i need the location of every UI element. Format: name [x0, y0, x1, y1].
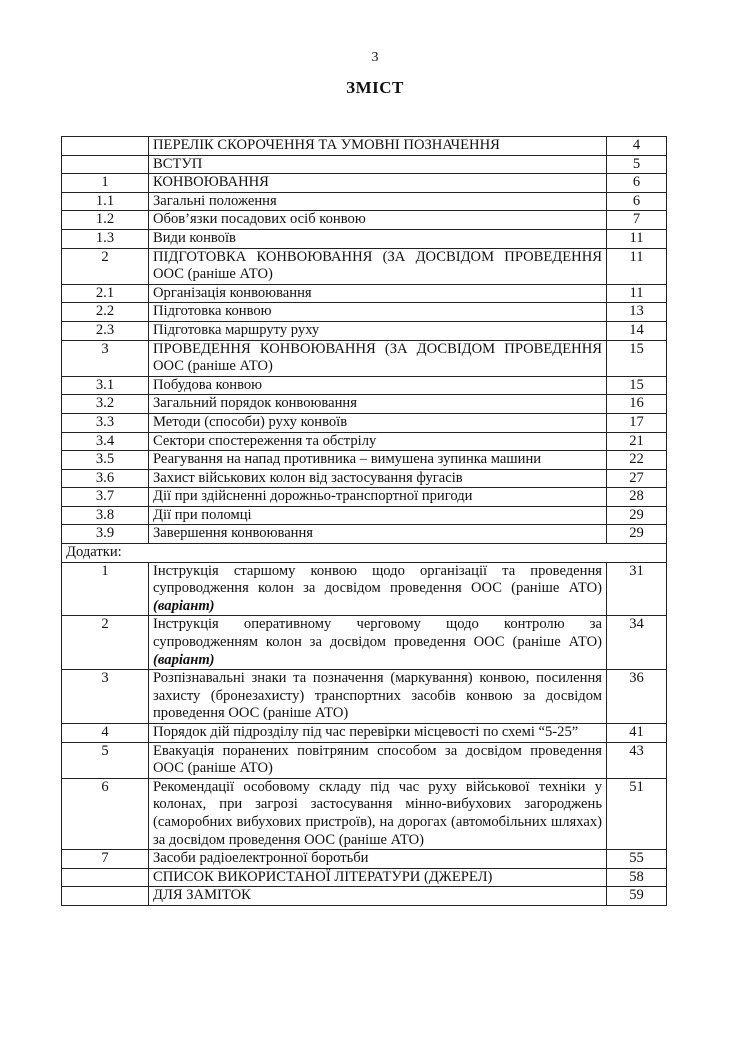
toc-title: Підготовка конвою: [149, 303, 607, 322]
toc-page: 16: [607, 395, 667, 414]
toc-page: 11: [607, 229, 667, 248]
toc-title: Евакуація поранених повітряним способом за досвідом проведення ООС (раніше АТО): [149, 742, 607, 778]
toc-number: 3.6: [62, 469, 149, 488]
toc-row: [62, 742, 667, 778]
toc-title: ПІДГОТОВКА КОНВОЮВАННЯ (ЗА ДОСВІДОМ ПРОВЕДЕННЯ ООС (раніше АТО): [149, 248, 607, 284]
toc-row: [62, 155, 667, 174]
toc-row: [62, 211, 667, 230]
toc-title: Загальні положення: [149, 192, 607, 211]
toc-number: 1.1: [62, 192, 149, 211]
toc-page: 6: [607, 192, 667, 211]
toc-page: 29: [607, 525, 667, 544]
toc-number: 3.3: [62, 413, 149, 432]
toc-number: 1.3: [62, 229, 149, 248]
toc-row: [62, 340, 667, 376]
toc-title: Завершення конвоювання: [149, 525, 607, 544]
toc-number: 4: [62, 724, 149, 743]
toc-page: 5: [607, 155, 667, 174]
toc-page: 31: [607, 562, 667, 616]
toc-title: СПИСОК ВИКОРИСТАНОЇ ЛІТЕРАТУРИ (ДЖЕРЕЛ): [149, 868, 607, 887]
toc-number: 3.5: [62, 451, 149, 470]
toc-row: [62, 284, 667, 303]
toc-row: [62, 616, 667, 670]
toc-row: [62, 525, 667, 544]
toc-row: [62, 778, 667, 849]
toc-row: [62, 395, 667, 414]
toc-page: 43: [607, 742, 667, 778]
toc-page: 15: [607, 340, 667, 376]
table-of-contents: [61, 136, 667, 906]
toc-number: 2: [62, 248, 149, 284]
toc-title: ДЛЯ ЗАМІТОК: [149, 887, 607, 906]
toc-page: 58: [607, 868, 667, 887]
page-number: 3: [371, 50, 379, 65]
toc-row: [62, 321, 667, 340]
toc-number: 1: [62, 174, 149, 193]
toc-title: Реагування на напад противника – вимушена зупинка машини: [149, 451, 607, 470]
toc-number: 2.1: [62, 284, 149, 303]
toc-page: 4: [607, 137, 667, 156]
toc-row: [62, 248, 667, 284]
toc-number: 3.2: [62, 395, 149, 414]
toc-page: 36: [607, 670, 667, 724]
toc-page: 21: [607, 432, 667, 451]
toc-page: 51: [607, 778, 667, 849]
toc-number: 3.4: [62, 432, 149, 451]
toc-number: 2: [62, 616, 149, 670]
toc-page: 7: [607, 211, 667, 230]
toc-row: [62, 376, 667, 395]
toc-title: Підготовка маршруту руху: [149, 321, 607, 340]
toc-number: 3.9: [62, 525, 149, 544]
toc-row: [62, 137, 667, 156]
toc-row: [62, 488, 667, 507]
toc-row: [62, 413, 667, 432]
toc-page: 11: [607, 248, 667, 284]
toc-title: Розпізнавальні знаки та позначення (маркування) конвою, посилення захисту (бронезахисту) транспортних засобів конвою за досвідом проведення ООС (раніше АТО): [149, 670, 607, 724]
toc-title: Види конвоїв: [149, 229, 607, 248]
toc-number: 2.2: [62, 303, 149, 322]
toc-title: Дії при здійсненні дорожньо-транспортної пригоди: [149, 488, 607, 507]
toc-page: 28: [607, 488, 667, 507]
toc-title: ПРОВЕДЕННЯ КОНВОЮВАННЯ (ЗА ДОСВІДОМ ПРОВЕДЕННЯ ООС (раніше АТО): [149, 340, 607, 376]
toc-title: Засоби радіоелектронної боротьби: [149, 850, 607, 869]
toc-title: Побудова конвою: [149, 376, 607, 395]
toc-row: [62, 506, 667, 525]
toc-title: Інструкція старшому конвою щодо організації та проведення супроводження колон за досвідом проведення ООС (раніше АТО) (варіант): [149, 562, 607, 616]
toc-title: Рекомендації особовому складу під час руху військової техніки у колонах, при загрозі застосування мінно-вибухових загороджень (саморобних вибухових пристроїв), на дорогах (автомобільних шляхах) за досвідом проведення ООС (раніше АТО): [149, 778, 607, 849]
toc-row: [62, 887, 667, 906]
toc-number: 3.1: [62, 376, 149, 395]
toc-page: 55: [607, 850, 667, 869]
toc-number: [62, 887, 149, 906]
toc-row: [62, 850, 667, 869]
toc-row: [62, 229, 667, 248]
toc-row: [62, 432, 667, 451]
toc-number: 1: [62, 562, 149, 616]
toc-body: [62, 137, 667, 906]
toc-title: Дії при поломці: [149, 506, 607, 525]
toc-number: 3: [62, 670, 149, 724]
toc-row: [62, 174, 667, 193]
toc-number: [62, 137, 149, 156]
appendix-header-row: [62, 544, 667, 563]
toc-row: [62, 868, 667, 887]
toc-title: КОНВОЮВАННЯ: [149, 174, 607, 193]
toc-row: [62, 469, 667, 488]
toc-page: 34: [607, 616, 667, 670]
toc-title: Загальний порядок конвоювання: [149, 395, 607, 414]
toc-number: 1.2: [62, 211, 149, 230]
toc-row: [62, 303, 667, 322]
toc-page: 13: [607, 303, 667, 322]
variant-note: (варіант): [153, 651, 215, 668]
toc-number: 5: [62, 742, 149, 778]
toc-row: [62, 562, 667, 616]
toc-page: 41: [607, 724, 667, 743]
variant-note: (варіант): [153, 597, 215, 614]
toc-page: 11: [607, 284, 667, 303]
toc-number: [62, 868, 149, 887]
toc-title: Захист військових колон від застосування фугасів: [149, 469, 607, 488]
toc-number: 6: [62, 778, 149, 849]
toc-number: 2.3: [62, 321, 149, 340]
toc-row: [62, 451, 667, 470]
appendix-label: Додатки:: [62, 544, 667, 563]
toc-number: [62, 155, 149, 174]
toc-row: [62, 670, 667, 724]
toc-page: 27: [607, 469, 667, 488]
toc-row: [62, 724, 667, 743]
toc-page: 22: [607, 451, 667, 470]
toc-page: 29: [607, 506, 667, 525]
toc-number: 3: [62, 340, 149, 376]
toc-number: 7: [62, 850, 149, 869]
toc-page: 15: [607, 376, 667, 395]
toc-number: 3.8: [62, 506, 149, 525]
toc-number: 3.7: [62, 488, 149, 507]
toc-title: Порядок дій підрозділу під час перевірки місцевості по схемі “5-25”: [149, 724, 607, 743]
toc-page: 14: [607, 321, 667, 340]
toc-page: 17: [607, 413, 667, 432]
toc-title: Організація конвоювання: [149, 284, 607, 303]
toc-title: Методи (способи) руху конвоїв: [149, 413, 607, 432]
toc-title: ВСТУП: [149, 155, 607, 174]
toc-title: Інструкція оперативному черговому щодо контролю за супроводженням колон за досвідом проведення ООС (раніше АТО) (варіант): [149, 616, 607, 670]
page-title: ЗМІСТ: [346, 78, 404, 97]
toc-row: [62, 192, 667, 211]
toc-page: 6: [607, 174, 667, 193]
toc-page: 59: [607, 887, 667, 906]
toc-title: Сектори спостереження та обстрілу: [149, 432, 607, 451]
toc-title: Обов’язки посадових осіб конвою: [149, 211, 607, 230]
toc-title: ПЕРЕЛІК СКОРОЧЕННЯ ТА УМОВНІ ПОЗНАЧЕННЯ: [149, 137, 607, 156]
